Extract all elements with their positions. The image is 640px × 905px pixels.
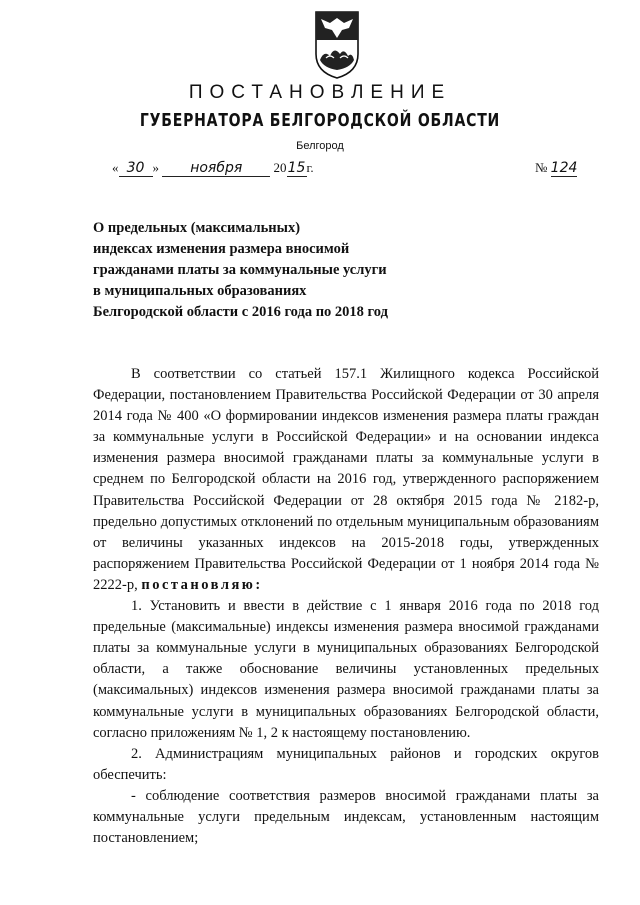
issuer-title: ГУБЕРНАТОРА БЕЛГОРОДСКОЙ ОБЛАСТИ [139, 110, 501, 131]
date-close-quote: » [152, 160, 159, 175]
document-type-title: ПОСТАНОВЛЕНИЕ [188, 82, 452, 103]
subject-line: индексах изменения размера вносимой [93, 241, 350, 257]
date-year-end: г. [306, 160, 314, 175]
date-line [112, 160, 314, 177]
paragraph-item-2: 2. Администрациям муниципальных районов и городских округов обеспечить: [93, 745, 599, 783]
date-month: ноября [162, 160, 270, 177]
paragraph-item-1: 1. Установить и ввести в действие с 1 января 2016 года по 2018 год предельные (максимальные) индексы изменения размера вносимой гражданами платы за коммунальные услуги в муниципальных образованиях Белгородской области, а также обоснование величины установленных предельных (максимальных) индексов изменения размера вносимой гражданами платы за коммунальные услуги в муниципальных образованиях Белгородской области, согласно приложениям № 1, 2 к настоящему постановлению. [93, 598, 599, 741]
preamble-text: В соответствии со статьей 157.1 Жилищного кодекса Российской Федерации, постановлением Правительства Российской Федерации от 30 апреля 2014 года № 400 «О формировании индексов изменения размера платы граждан за коммунальные услуги в Российской Федерации» и на основании индекса изменения размера вносимой гражданами платы за коммунальные услуги в среднем по Белгородской области на 2016 год, утвержденного распоряжением Правительства Российской Федерации от 28 октября 2015 года № 2182-р, предельно допустимых отклонений по отдельным муниципальным образованиям от величины указанных индексов на 2015-2018 годы, утвержденных распоряжением Правительства Российской Федерации от 1 ноября 2014 года № 2222-р, [93, 366, 599, 593]
coat-of-arms-icon [314, 10, 360, 80]
subject-line: Белгородской области с 2016 года по 2018 год [93, 304, 388, 320]
document-number [535, 160, 577, 177]
city-name: Белгород [296, 140, 344, 152]
resolution-keyword: постановляю: [141, 576, 263, 593]
date-open-quote: « [112, 160, 119, 175]
subject-line: гражданами платы за коммунальные услуги [93, 262, 387, 278]
paragraph-preamble [93, 364, 599, 596]
number-value: 124 [550, 160, 578, 176]
date-day: 30 [119, 160, 153, 177]
date-year-suffix: 15 [287, 160, 306, 176]
document-body [93, 364, 599, 849]
subject-line: в муниципальных образованиях [93, 283, 307, 299]
date-year-prefix: 20 [273, 160, 287, 175]
paragraph-item-2-bullet: - соблюдение соответствия размеров вносимой гражданами платы за коммунальные услуги предельным индексам, установленным настоящим постановлением; [93, 787, 599, 847]
subject-line: О предельных (максимальных) [93, 220, 301, 236]
number-label: № [535, 160, 548, 175]
document-subject [93, 218, 433, 323]
